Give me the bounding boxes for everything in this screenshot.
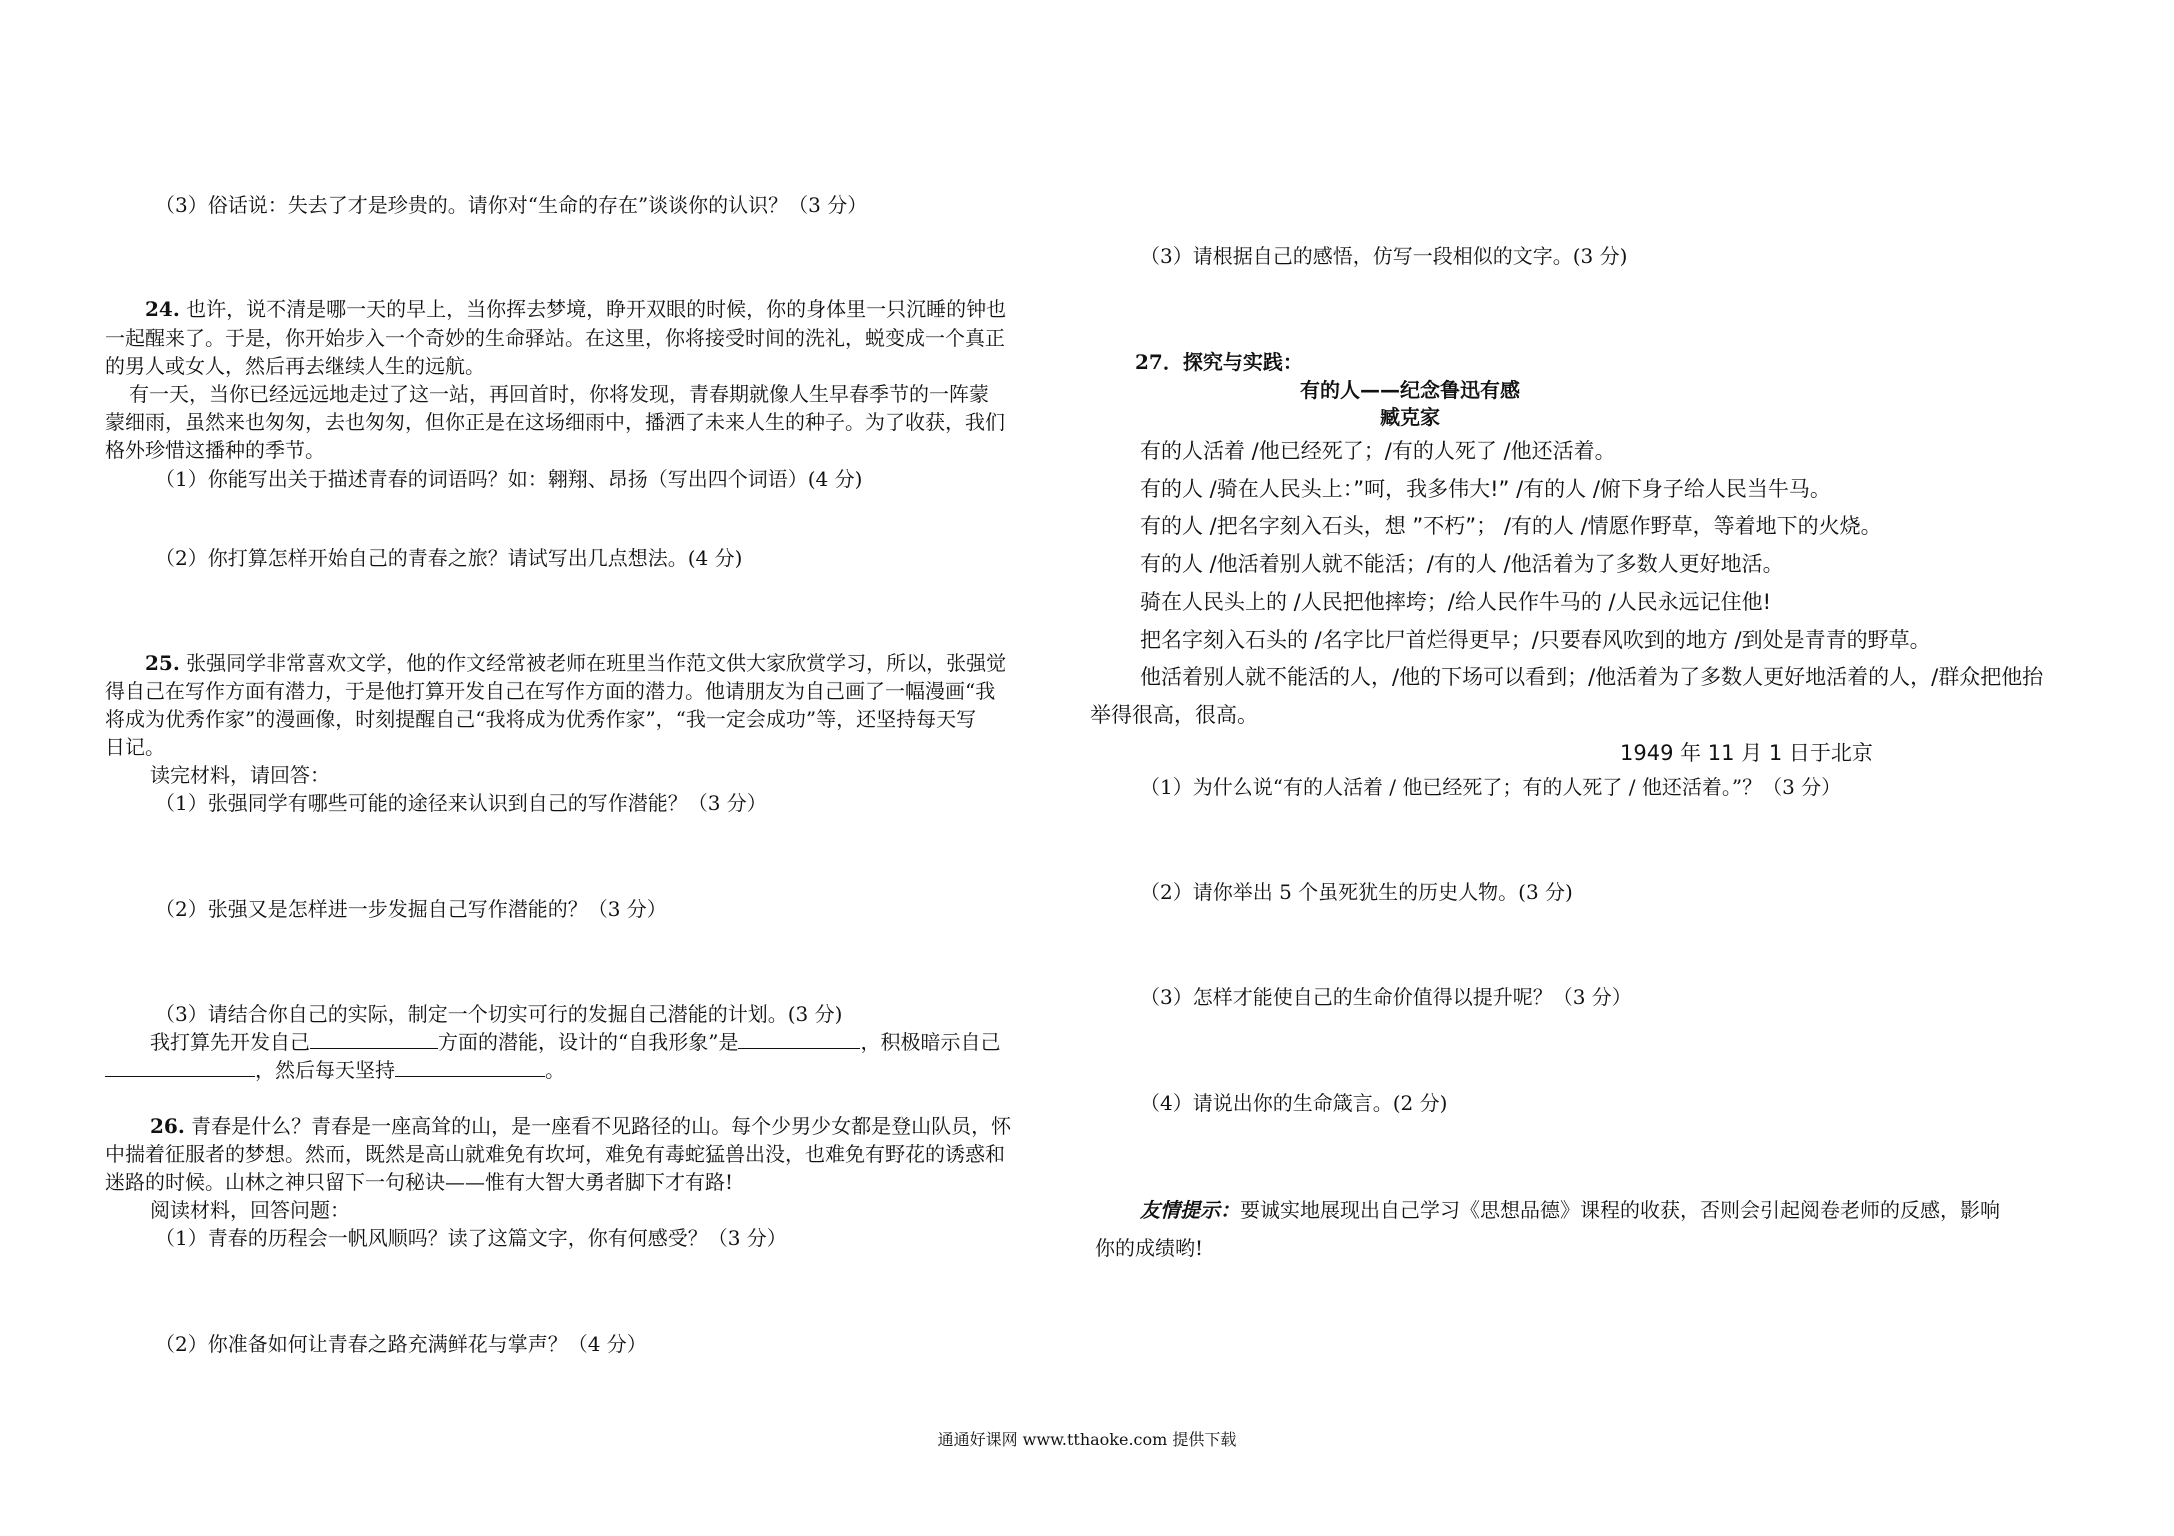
q27-sub4: （4）请说出你的生命箴言。(2 分)	[1140, 1091, 1448, 1115]
q24-para2-line3: 格外珍惜这播种的季节。	[105, 438, 325, 462]
q26-sub2: （2）你准备如何让青春之路充满鲜花与掌声？（4 分）	[155, 1332, 647, 1356]
q27-sub3: （3）怎样才能使自己的生命价值得以提升呢？（3 分）	[1140, 985, 1632, 1009]
q27-heading: 27．探究与实践：	[1135, 350, 1303, 374]
q25-read-prompt: 读完材料，请回答：	[150, 763, 330, 787]
poem-line-3: 有的人 /把名字刻入石头，想 ”不朽”； /有的人 /情愿作野草，等着地下的火烧。	[1140, 514, 1882, 538]
poem-line-6: 把名字刻入石头的 /名字比尸首烂得更早；/只要春风吹到的地方 /到处是青青的野草。	[1140, 628, 1931, 652]
poem-line-5: 骑在人民头上的 /人民把他摔垮；/给人民作牛马的 /人民永远记住他!	[1140, 590, 1771, 614]
friendly-tip-line2: 你的成绩哟!	[1095, 1236, 1204, 1260]
q24-sub1: （1）你能写出关于描述青春的词语吗？如：翱翔、昂扬（写出四个词语）(4 分)	[155, 467, 863, 491]
q24-number: 24.	[145, 297, 180, 321]
q25-plan-line2	[105, 1058, 565, 1082]
q27-sub1: （1）为什么说“有的人活着 / 他已经死了；有的人死了 / 他还活着。”？（3 分）	[1140, 775, 1842, 799]
blank-fill-in-2[interactable]	[738, 1030, 860, 1049]
blank-fill-in-1[interactable]	[310, 1030, 438, 1049]
friendly-tip-label: 友情提示：	[1140, 1198, 1240, 1222]
footer-credit: 通通好课网 www.tthaoke.com 提供下载	[937, 1430, 1237, 1449]
q26-read-prompt: 阅读材料，回答问题：	[150, 1198, 350, 1222]
q26-number: 26.	[150, 1114, 185, 1138]
q24-para2-line2: 蒙细雨，虽然来也匆匆，去也匆匆，但你正是在这场细雨中，播洒了未来人生的种子。为了收获，我们	[105, 410, 1005, 434]
q25-plan-text-a: 我打算先开发自己	[150, 1030, 310, 1054]
poem-line-8: 举得很高，很高。	[1090, 703, 1258, 727]
poem-title: 有的人——纪念鲁迅有感	[1300, 378, 1520, 402]
q24-para1-line1	[145, 297, 1006, 321]
q25-sub2: （2）张强又是怎样进一步发掘自己写作潜能的？（3 分）	[155, 897, 667, 921]
blank-fill-in-3[interactable]	[105, 1058, 255, 1077]
q25-plan-text-e: 。	[545, 1058, 565, 1082]
q25-plan-text-c: ，积极暗示自己	[860, 1030, 1001, 1054]
q25-text1: 张强同学非常喜欢文学，他的作文经常被老师在班里当作范文供大家欣赏学习，所以，张强觉	[186, 651, 1007, 675]
poem-line-2: 有的人 /骑在人民头上：”呵，我多伟大!” /有的人 /俯下身子给人民当牛马。	[1140, 477, 1831, 501]
q24-para1-line2: 一起醒来了。于是，你开始步入一个奇妙的生命驿站。在这里，你将接受时间的洗礼，蜕变成一个真正	[105, 326, 1005, 350]
q26-line2: 中揣着征服者的梦想。然而，既然是高山就难免有坎坷，难免有毒蛇猛兽出没，也难免有野花的诱惑和	[105, 1142, 1005, 1166]
q26-line1	[150, 1114, 1011, 1138]
q27-sub2: （2）请你举出 5 个虽死犹生的历史人物。(3 分)	[1140, 880, 1573, 904]
blank-fill-in-4[interactable]	[395, 1058, 545, 1077]
q25-line3: 将成为优秀作家”的漫画像，时刻提醒自己“我将成为优秀作家”，“我一定会成功”等，还坚持每天写	[105, 707, 977, 731]
q25-line1	[145, 651, 1006, 675]
poem-line-1: 有的人活着 /他已经死了；/有的人死了 /他还活着。	[1140, 439, 1616, 463]
q24-para2-line1: 有一天，当你已经远远地走过了这一站，再回首时，你将发现，青春期就像人生早春季节的一阵蒙	[129, 382, 989, 406]
poem-line-7: 他活着别人就不能活的人，/他的下场可以看到；/他活着为了多数人更好地活着的人，/群众把他抬	[1140, 665, 2044, 689]
q25-sub3: （3）请结合你自己的实际，制定一个切实可行的发掘自己潜能的计划。(3 分)	[155, 1002, 843, 1026]
friendly-tip-line1	[1140, 1198, 2000, 1222]
q25-line4: 日记。	[105, 735, 165, 759]
q24-sub2: （2）你打算怎样开始自己的青春之旅？请试写出几点想法。(4 分)	[155, 546, 743, 570]
q25-line2: 得自己在写作方面有潜力，于是他打算开发自己在写作方面的潜力。他请朋友为自己画了一幅漫画“我	[105, 679, 996, 703]
q25-plan-text-d: ，然后每天坚持	[255, 1058, 395, 1082]
q26-text1: 青春是什么？青春是一座高耸的山，是一座看不见路径的山。每个少男少女都是登山队员，怀	[191, 1114, 1012, 1138]
q26-sub3: （3）请根据自己的感悟，仿写一段相似的文字。(3 分)	[1140, 244, 1628, 268]
q25-sub1: （1）张强同学有哪些可能的途径来认识到自己的写作潜能？（3 分）	[155, 791, 767, 815]
q25-plan-text-b: 方面的潜能，设计的“自我形象”是	[438, 1030, 739, 1054]
q24-para1-text1: 也许，说不清是哪一天的早上，当你挥去梦境，睁开双眼的时候，你的身体里一只沉睡的钟也	[186, 297, 1007, 321]
q25-plan-line1	[150, 1030, 1000, 1054]
q25-number: 25.	[145, 651, 180, 675]
poem-date: 1949 年 11 月 1 日于北京	[1620, 741, 1873, 765]
q24-para1-line3: 的男人或女人，然后再去继续人生的远航。	[105, 354, 485, 378]
poem-author: 臧克家	[1380, 405, 1440, 429]
q26-sub1: （1）青春的历程会一帆风顺吗？读了这篇文字，你有何感受？（3 分）	[155, 1226, 787, 1250]
poem-line-4: 有的人 /他活着别人就不能活；/有的人 /他活着为了多数人更好地活。	[1140, 552, 1784, 576]
friendly-tip-text1: 要诚实地展现出自己学习《思想品德》课程的收获，否则会引起阅卷老师的反感，影响	[1240, 1198, 2000, 1222]
q23-sub3: （3）俗话说：失去了才是珍贵的。请你对“生命的存在”谈谈你的认识？（3 分）	[155, 193, 868, 217]
q26-line3: 迷路的时候。山林之神只留下一句秘诀——惟有大智大勇者脚下才有路!	[105, 1170, 734, 1194]
